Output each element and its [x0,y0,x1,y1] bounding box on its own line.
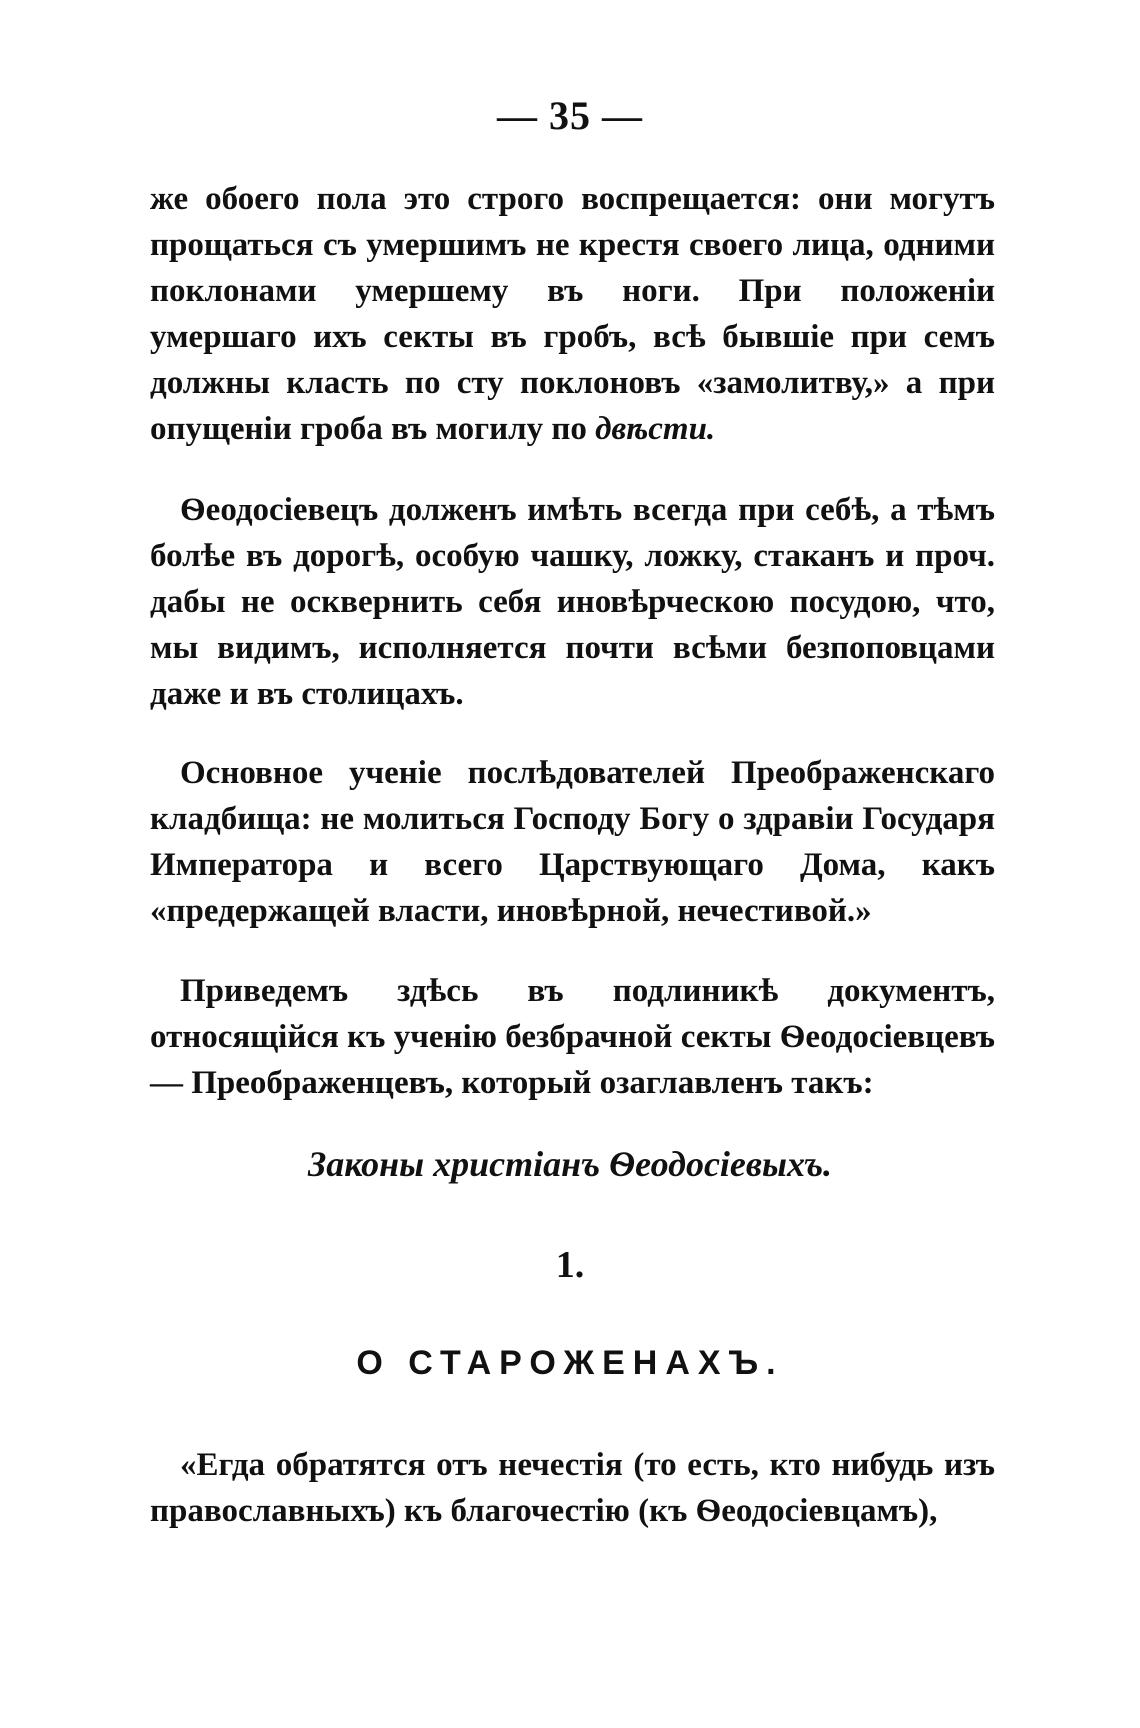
paragraph-quote-start [150,1442,995,1534]
paragraph-text: «Егда обратятся отъ нечестія (то есть, кто нибудь изъ православныхъ) къ благочестію (къ Ѳеодосіевцамъ), [150,1447,995,1529]
document-title: Законы христіанъ Ѳеодосіевыхъ. [307,1144,833,1184]
emphasized-word: двѣсти. [595,411,716,447]
paragraph-text [150,176,995,452]
paragraph-document-intro [150,968,995,1106]
paragraph-body: же обоего пола это строго воспрещается: они могутъ прощаться съ умершимъ не крестя своего лица, одними поклонами умершему въ ноги. При положеніи умершаго ихъ секты въ гробъ, всѣ бывшіе при семъ должны класть по сту поклоновъ «замолитву,» а при опущеніи гроба въ могилу по [150,181,995,447]
paragraph-burial-customs [150,176,995,452]
page-number: — 35 — [497,93,643,138]
paragraph-text: Приведемъ здѣсь въ подлиникѣ документъ, относящійся къ ученію безбрачной секты Ѳеодосіевцевъ — Преображенцевъ, который озаглавленъ такъ: [150,973,995,1101]
section-number: 1. [555,1244,585,1286]
paragraph-personal-vessels [150,487,995,717]
section-heading: О СТАРОЖЕНАХЪ. [356,1344,784,1382]
paragraph-basic-teaching [150,750,995,934]
paragraph-text: Ѳеодосіевецъ долженъ имѣть всегда при себѣ, а тѣмъ болѣе въ дорогѣ, особую чашку, ложку, стаканъ и проч. дабы не осквернить себя иновѣрческою посудою, что, мы видимъ, исполняется почти всѣми безпоповцами даже и въ столицахъ. [150,492,995,712]
paragraph-text: Основное ученіе послѣдователей Преображенскаго кладбища: не молиться Господу Богу о здравіи Государя Императора и всего Царствующаго Дома, какъ «предержащей власти, иновѣрной, нечестивой.» [150,755,995,929]
